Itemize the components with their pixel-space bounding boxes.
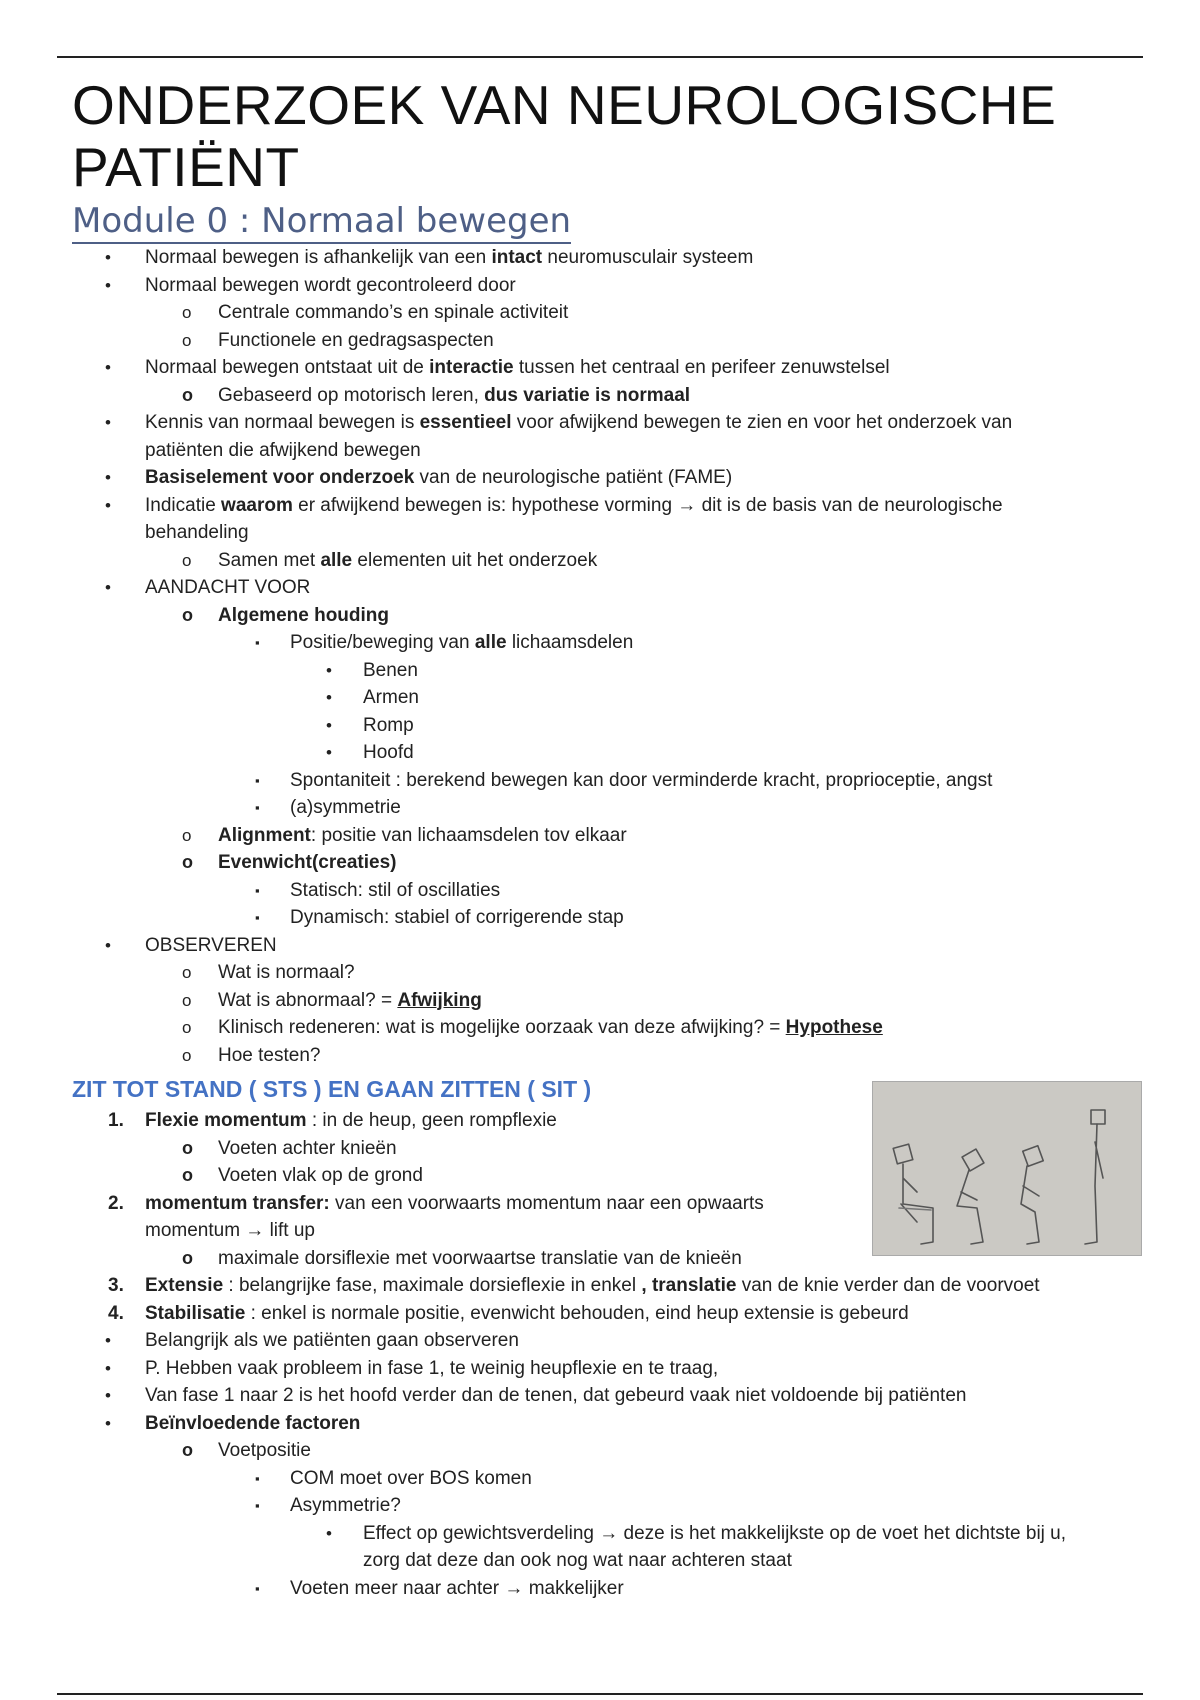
list-item: o maximale dorsiflexie met voorwaartse translatie van de knieën: [72, 1245, 1142, 1273]
list-item-continuation: patiënten die afwijkend bewegen: [145, 439, 421, 461]
list-item: o Hoe testen?: [72, 1042, 1142, 1070]
circle-bullet-icon: o: [182, 990, 192, 1010]
list-item: • Romp: [72, 712, 1142, 740]
circle-bullet-icon: o: [182, 303, 192, 322]
circle-bullet-icon: o: [182, 1440, 193, 1460]
sts-phases-figure: [872, 1081, 1142, 1256]
list-item: ▪ Asymmetrie?: [72, 1492, 1142, 1520]
list-item: • Normaal bewegen is afhankelijk van een intact neuromusculair systeem: [72, 244, 1142, 272]
list-item: o Wat is normaal?: [72, 959, 1142, 987]
bullet-icon: •: [105, 1331, 111, 1350]
list-item: o Evenwicht(creaties): [72, 849, 1142, 877]
circle-bullet-icon: o: [182, 963, 192, 982]
circle-bullet-icon: o: [182, 1165, 193, 1185]
bullet-icon: •: [326, 743, 332, 762]
circle-bullet-icon: o: [182, 825, 192, 845]
bullet-icon: •: [105, 275, 111, 295]
square-bullet-icon: ▪: [255, 910, 260, 925]
list-item: o Centrale commando’s en spinale activiteit: [72, 299, 1142, 327]
bullet-icon: •: [105, 358, 111, 377]
circle-bullet-icon: o: [182, 1247, 193, 1268]
list-item: ▪ Spontaniteit : berekend bewegen kan door verminderde kracht, proprioceptie, angst: [72, 767, 1142, 795]
bullet-icon: •: [105, 248, 111, 267]
list-item: • Hoofd: [72, 739, 1142, 767]
sts-heading: ZIT TOT STAND ( STS ) EN GAAN ZITTEN ( SIT ): [72, 1076, 592, 1102]
list-item: • Effect op gewichtsverdeling → deze is het makkelijkste op de voet het dichtste bij u,: [72, 1520, 1142, 1548]
list-item-continuation: momentum → lift up: [145, 1220, 315, 1241]
bullet-icon: •: [326, 660, 332, 680]
list-item: o Algemene houding: [72, 602, 1142, 630]
section-normaal-bewegen: [72, 244, 1142, 1069]
list-item: ▪ (a)symmetrie: [72, 794, 1142, 822]
list-item: o Wat is abnormaal? = Afwijking: [72, 987, 1142, 1015]
square-bullet-icon: ▪: [255, 772, 260, 788]
list-item: • Basiselement voor onderzoek van de neurologische patiënt (FAME): [72, 464, 1142, 492]
circle-bullet-icon: o: [182, 604, 193, 625]
list-item: • Normaal bewegen wordt gecontroleerd door: [72, 272, 1142, 300]
list-item: o Klinisch redeneren: wat is mogelijke oorzaak van deze afwijking? = Hypothese: [72, 1014, 1142, 1042]
list-item: o Voeten achter knieën: [72, 1135, 1142, 1163]
document-title: ONDERZOEK VAN NEUROLOGISCHE PATIËNT: [72, 74, 1057, 198]
list-item: • Belangrijk als we patiënten gaan observeren: [72, 1327, 1142, 1355]
top-rule: [57, 56, 1143, 58]
circle-bullet-icon: o: [182, 1045, 192, 1065]
circle-bullet-icon: o: [182, 1018, 192, 1037]
list-item: • AANDACHT VOOR: [72, 574, 1142, 602]
square-bullet-icon: ▪: [255, 882, 260, 898]
bullet-icon: •: [105, 1386, 111, 1405]
sts-phases-illustration: [873, 1082, 1141, 1255]
circle-bullet-icon: o: [182, 1137, 193, 1158]
list-item: • Kennis van normaal bewegen is essentieel voor afwijkend bewegen te zien en voor het onderzoek van: [72, 409, 1142, 437]
list-item: • Benen: [72, 657, 1142, 685]
list-item: ▪ Statisch: stil of oscillaties: [72, 877, 1142, 905]
bullet-icon: •: [105, 413, 111, 432]
list-item: 1. Flexie momentum : in de heup, geen rompflexie: [72, 1107, 1142, 1135]
list-item: o Functionele en gedragsaspecten: [72, 327, 1142, 355]
list-item: o Voetpositie: [72, 1437, 1142, 1465]
square-bullet-icon: ▪: [255, 800, 260, 815]
list-item: • Van fase 1 naar 2 is het hoofd verder dan de tenen, dat gebeurd vaak niet voldoende bij patiënten: [72, 1382, 1142, 1410]
list-item: o Voeten vlak op de grond: [72, 1162, 1142, 1190]
list-number: 3.: [108, 1275, 124, 1296]
bullet-icon: •: [105, 578, 111, 597]
list-item: ▪ Positie/beweging van alle lichaamsdelen: [72, 629, 1142, 657]
list-item: ▪ Voeten meer naar achter → makkelijker: [72, 1575, 1142, 1603]
list-item: • OBSERVEREN: [72, 932, 1142, 960]
list-item: • Armen: [72, 684, 1142, 712]
bullet-icon: •: [326, 1523, 332, 1543]
bullet-icon: •: [105, 495, 111, 515]
bullet-icon: •: [326, 715, 332, 735]
list-item: o Samen met alle elementen uit het onderzoek: [72, 547, 1142, 575]
bullet-icon: •: [105, 935, 111, 955]
square-bullet-icon: ▪: [255, 1580, 260, 1596]
bullet-icon: •: [105, 468, 111, 487]
bottom-rule: [57, 1693, 1143, 1695]
list-item: 4. Stabilisatie : enkel is normale positie, evenwicht behouden, eind heup extensie is gebeurd: [72, 1300, 1142, 1328]
list-item: • P. Hebben vaak probleem in fase 1, te weinig heupflexie en te traag,: [72, 1355, 1142, 1383]
list-item: ▪ Dynamisch: stabiel of corrigerende stap: [72, 904, 1142, 932]
module-heading: Module 0 : Normaal bewegen: [72, 200, 571, 244]
circle-bullet-icon: o: [182, 550, 192, 570]
list-item-continuation: behandeling: [145, 522, 249, 543]
list-item: o Alignment: positie van lichaamsdelen tov elkaar: [72, 822, 1142, 850]
document-body: [72, 74, 1142, 1602]
list-number: 2.: [108, 1192, 124, 1214]
list-item: • Normaal bewegen ontstaat uit de interactie tussen het centraal en perifeer zenuwstelsel: [72, 354, 1142, 382]
list-item: ▪ COM moet over BOS komen: [72, 1465, 1142, 1493]
list-item-continuation: zorg dat deze dan ook nog wat naar achteren staat: [363, 1550, 792, 1571]
list-item: • Beïnvloedende factoren: [72, 1410, 1142, 1438]
square-bullet-icon: ▪: [255, 1470, 260, 1486]
list-item: 3. Extensie : belangrijke fase, maximale dorsieflexie in enkel , translatie van de knie verder dan de voorvoet: [72, 1272, 1142, 1300]
list-number: 1.: [108, 1110, 124, 1131]
bullet-icon: •: [326, 688, 332, 707]
bullet-icon: •: [105, 1413, 111, 1433]
bullet-icon: •: [105, 1358, 111, 1378]
list-number: 4.: [108, 1302, 124, 1324]
square-bullet-icon: ▪: [255, 635, 260, 650]
list-item: • Indicatie waarom er afwijkend bewegen is: hypothese vorming → dit is de basis van de neurologische: [72, 492, 1142, 520]
list-item: 2. momentum transfer: van een voorwaarts momentum naar een opwaarts: [72, 1190, 1142, 1218]
list-item: o Gebaseerd op motorisch leren, dus variatie is normaal: [72, 382, 1142, 410]
circle-bullet-icon: o: [182, 330, 192, 350]
circle-bullet-icon: o: [182, 852, 193, 872]
circle-bullet-icon: o: [182, 384, 193, 405]
square-bullet-icon: ▪: [255, 1498, 260, 1513]
